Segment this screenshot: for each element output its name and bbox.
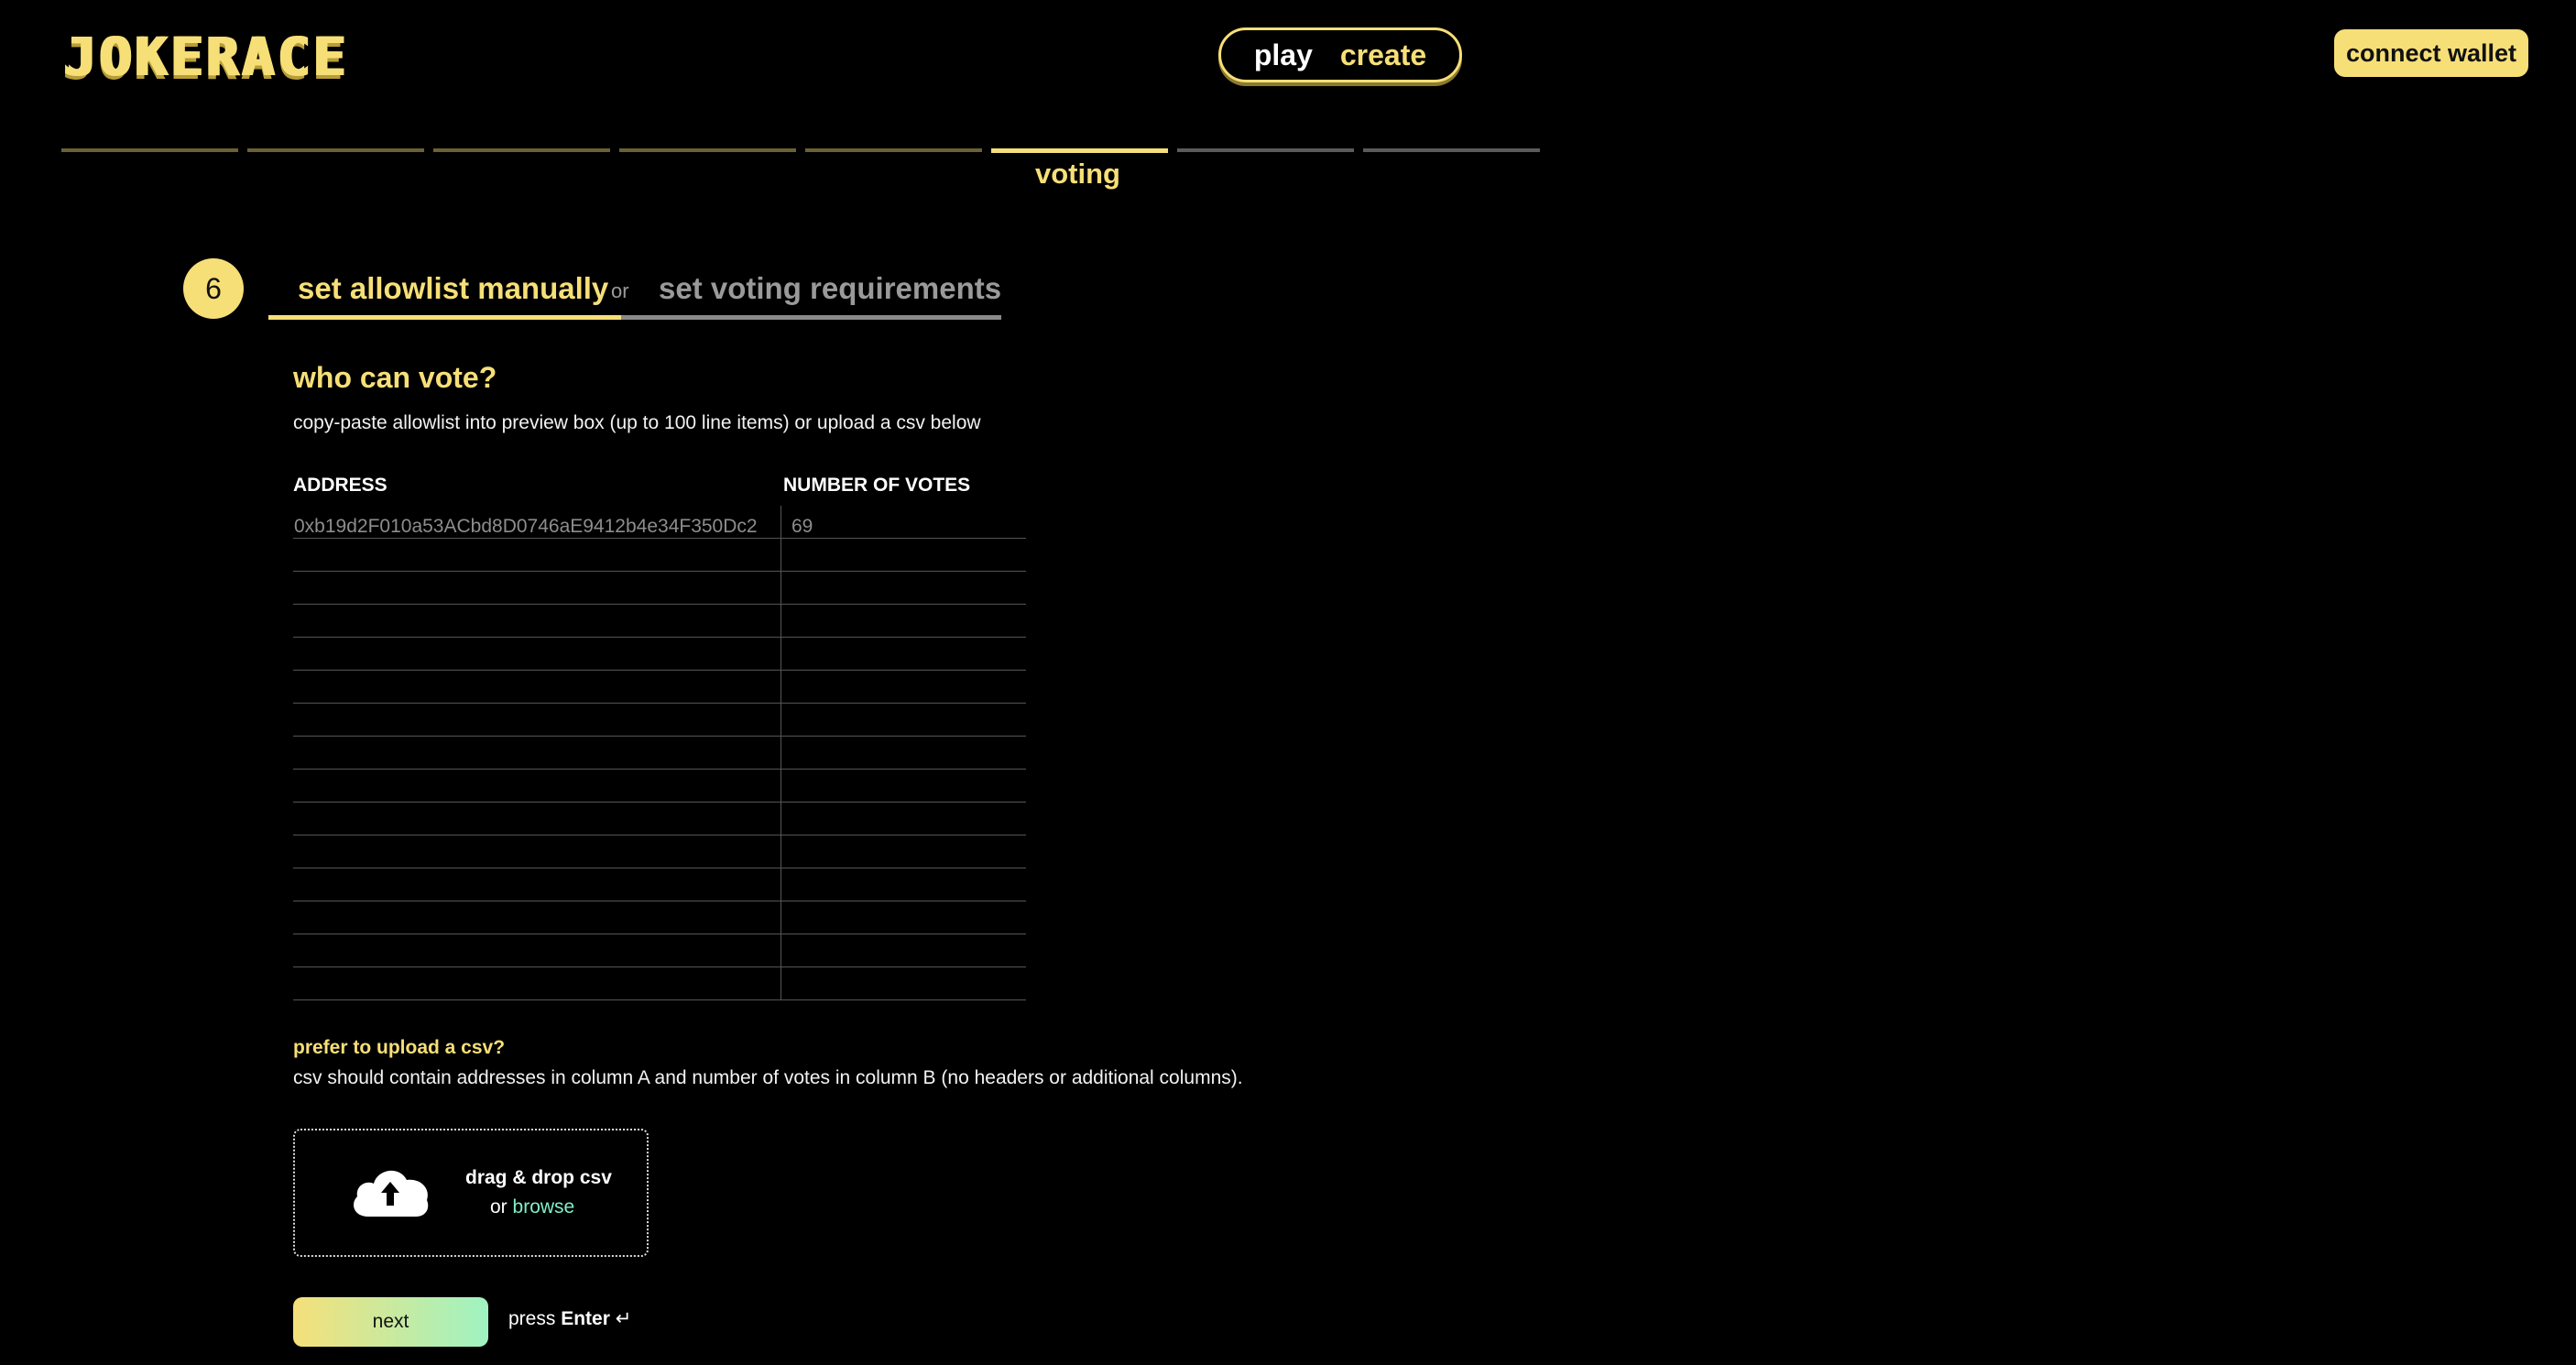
progress-step[interactable] — [1363, 148, 1540, 152]
main-nav — [1218, 27, 1462, 82]
votes-cell[interactable] — [781, 770, 1026, 802]
address-cell[interactable] — [293, 572, 781, 604]
nav-play-link[interactable]: play — [1253, 38, 1313, 71]
tab-underline-inactive — [621, 315, 1001, 320]
progress-step[interactable] — [619, 148, 796, 152]
table-row — [293, 737, 1026, 770]
browse-link[interactable]: browse — [512, 1196, 575, 1218]
press-key: Enter — [561, 1308, 610, 1329]
enter-icon: ↵ — [615, 1308, 632, 1329]
table-row — [293, 770, 1026, 803]
address-cell[interactable] — [293, 967, 781, 999]
votes-cell[interactable] — [781, 704, 1026, 736]
allowlist-table — [293, 506, 1026, 1000]
progress-step[interactable] — [61, 148, 238, 152]
current-step-label: voting — [1035, 158, 1120, 190]
address-cell[interactable] — [293, 803, 781, 835]
table-row — [293, 901, 1026, 934]
votes-cell[interactable] — [781, 605, 1026, 637]
dropzone-label: drag & drop csv — [465, 1167, 612, 1188]
address-cell[interactable] — [293, 770, 781, 802]
address-cell[interactable] — [293, 638, 781, 670]
table-row — [293, 572, 1026, 605]
votes-cell[interactable] — [781, 671, 1026, 703]
connect-wallet-button[interactable]: connect wallet — [2334, 29, 2528, 77]
progress-step-active[interactable] — [991, 148, 1168, 153]
jokerace-logo[interactable] — [62, 26, 348, 88]
table-row — [293, 704, 1026, 737]
next-button[interactable]: next — [293, 1297, 488, 1347]
table-row — [293, 835, 1026, 868]
address-cell[interactable]: 0xb19d2F010a53ACbd8D0746aE9412b4e34F350Dc2 — [293, 506, 781, 538]
csv-dropzone[interactable] — [293, 1129, 649, 1257]
table-row — [293, 868, 1026, 901]
press-enter-hint — [508, 1307, 631, 1330]
table-row — [293, 803, 1026, 835]
votes-cell[interactable] — [781, 835, 1026, 868]
progress-step[interactable] — [805, 148, 982, 152]
tab-set-allowlist-manually[interactable]: set allowlist manually — [298, 271, 609, 305]
table-row — [293, 638, 1026, 671]
table-row — [293, 967, 1026, 1000]
press-prefix: press — [508, 1308, 556, 1329]
address-cell[interactable] — [293, 934, 781, 966]
votes-cell[interactable] — [781, 934, 1026, 966]
progress-steps — [61, 148, 1540, 153]
tab-separator: or — [611, 279, 629, 302]
step-number-badge: 6 — [183, 258, 244, 319]
table-row — [293, 605, 1026, 638]
votes-cell[interactable] — [781, 868, 1026, 901]
votes-cell[interactable] — [781, 967, 1026, 999]
cloud-upload-icon — [348, 1162, 432, 1220]
address-cell[interactable] — [293, 671, 781, 703]
votes-cell[interactable] — [781, 803, 1026, 835]
address-cell[interactable] — [293, 539, 781, 571]
section-description: copy-paste allowlist into preview box (up to 100 line items) or upload a csv below — [293, 412, 981, 433]
tab-set-voting-requirements[interactable]: set voting requirements — [659, 271, 1002, 305]
nav-create-link[interactable]: create — [1339, 38, 1427, 71]
csv-title: prefer to upload a csv? — [293, 1037, 506, 1058]
section-title: who can vote? — [293, 361, 497, 394]
tab-underline-active — [268, 315, 621, 320]
address-cell[interactable] — [293, 704, 781, 736]
address-cell[interactable] — [293, 868, 781, 901]
votes-cell[interactable] — [781, 638, 1026, 670]
column-header-votes: NUMBER OF VOTES — [783, 475, 971, 496]
progress-step[interactable] — [247, 148, 424, 152]
dropzone-or-browse — [490, 1196, 574, 1218]
csv-description: csv should contain addresses in column A and number of votes in column B (no headers or additional columns). — [293, 1067, 1243, 1088]
table-row — [293, 539, 1026, 572]
logo-text: JOKERACE — [62, 26, 348, 88]
table-row — [293, 506, 1026, 539]
address-cell[interactable] — [293, 605, 781, 637]
address-cell[interactable] — [293, 737, 781, 769]
table-row — [293, 671, 1026, 704]
progress-step[interactable] — [1177, 148, 1354, 152]
votes-cell[interactable] — [781, 901, 1026, 934]
address-cell[interactable] — [293, 835, 781, 868]
table-row — [293, 934, 1026, 967]
dropzone-or: or — [490, 1196, 508, 1218]
address-cell[interactable] — [293, 901, 781, 934]
votes-cell[interactable] — [781, 572, 1026, 604]
votes-cell[interactable] — [781, 539, 1026, 571]
votes-cell[interactable] — [781, 737, 1026, 769]
progress-step[interactable] — [433, 148, 610, 152]
votes-cell[interactable]: 69 — [791, 516, 813, 537]
column-header-address: ADDRESS — [293, 475, 387, 496]
